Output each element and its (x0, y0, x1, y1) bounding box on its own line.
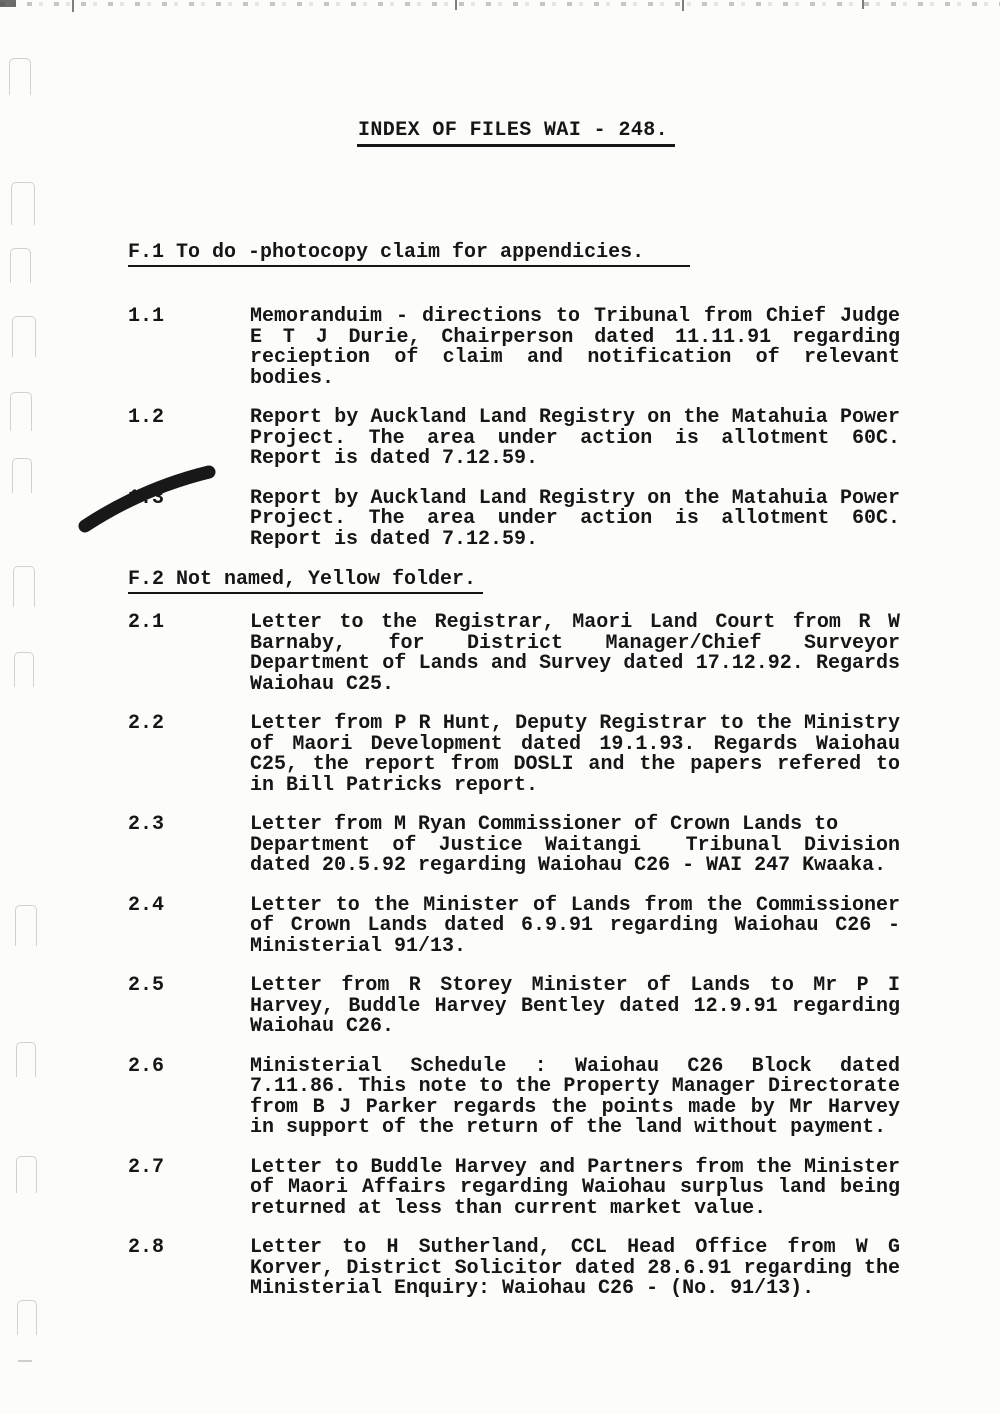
item-description (250, 893, 900, 958)
index-item (128, 815, 900, 877)
text-line: Report is dated 7.12.59. (250, 527, 539, 551)
index-item (128, 486, 900, 551)
scan-blot-artifact (0, 0, 16, 7)
item-description (250, 486, 900, 551)
text-line: Report is dated 7.12.59. (250, 447, 539, 470)
binder-mark-artifact (18, 1360, 32, 1362)
scan-tick-artifact (682, 0, 684, 11)
text-line: Department of Justice Waitangi Tribunal Division (250, 833, 900, 857)
text-line: in support of the return of the land without payment. (250, 1116, 887, 1139)
item-number: 2.3 (128, 813, 165, 836)
text-line: Letter to the Minister of Lands from the Commissioner (250, 893, 900, 917)
item-number: 2.1 (128, 611, 165, 634)
item-number: 2.6 (128, 1054, 165, 1078)
item-description (250, 714, 900, 796)
section-heading-text: F.2 Not named, Yellow folder. (128, 569, 483, 594)
binder-mark-artifact (12, 316, 36, 357)
binder-mark-artifact (10, 392, 32, 431)
text-line: of Maori Affairs regarding Waiohau surplus land being (250, 1176, 900, 1199)
binder-mark-artifact (12, 458, 32, 493)
text-line: in Bill Patricks report. (250, 773, 539, 797)
item-description (250, 815, 900, 877)
scan-tick-artifact (72, 0, 74, 12)
text-line: Ministerial Schedule : Waiohau C26 Block dated (250, 1054, 900, 1078)
item-number: 2.5 (128, 974, 165, 997)
text-line: Letter from R Storey Minister of Lands to Mr P I (250, 974, 900, 997)
item-description (250, 408, 900, 470)
binder-mark-artifact (13, 566, 35, 607)
text-line: Letter to Buddle Harvey and Partners from the Minister (250, 1155, 900, 1179)
binder-mark-artifact (10, 248, 31, 283)
index-item (128, 307, 900, 389)
item-description (250, 1155, 900, 1220)
item-number: 2.2 (128, 712, 165, 735)
text-line: Project. The area under action is allotment 60C. (250, 507, 900, 530)
text-line: Barnaby, for District Manager/Chief Surveyor (250, 631, 900, 655)
text-line: Harvey, Buddle Harvey Bentley dated 12.9.91 regarding (250, 994, 900, 1018)
item-number: 2.8 (128, 1236, 165, 1259)
scan-edge-artifact (0, 2, 1000, 6)
text-line: Korver, District Solicitor dated 28.6.91 regarding the (250, 1256, 900, 1280)
item-number: 1.2 (128, 406, 165, 429)
text-line: Project. The area under action is allotment 60C. (250, 426, 900, 450)
index-item (128, 893, 900, 958)
index-item (128, 1054, 900, 1139)
text-line: of Crown Lands dated 6.9.91 regarding Waiohau C26 - (250, 914, 900, 937)
item-description (250, 1238, 900, 1300)
item-description (250, 1054, 900, 1139)
binder-mark-artifact (14, 652, 34, 687)
index-item (128, 1238, 900, 1300)
text-line: returned at less than current market value. (250, 1196, 767, 1220)
item-description (250, 976, 900, 1038)
text-line: Waiohau C25. (250, 672, 395, 696)
text-line: of Maori Development dated 19.1.93. Regards Waiohau (250, 732, 900, 756)
text-line: Department of Lands and Survey dated 17.12.92. Regards (250, 652, 900, 675)
binder-mark-artifact (16, 1042, 36, 1077)
text-line: Letter from M Ryan Commissioner of Crown Lands to (250, 813, 839, 836)
item-number: 1.1 (128, 305, 165, 328)
binder-mark-artifact (11, 182, 35, 225)
binder-mark-artifact (16, 1156, 37, 1193)
index-item (128, 976, 900, 1038)
section-heading-text: F.1 To do -photocopy claim for appendicies. (128, 242, 690, 267)
text-line: Letter from P R Hunt, Deputy Registrar to the Ministry (250, 712, 900, 735)
text-line: Letter to H Sutherland, CCL Head Office from W G (250, 1236, 900, 1259)
section-heading (128, 242, 900, 267)
item-description (250, 307, 900, 389)
text-line: Memoranduim - directions to Tribunal from Chief Judge (250, 305, 900, 328)
index-item (128, 1155, 900, 1220)
item-number: 2.4 (128, 893, 165, 917)
item-number: 2.7 (128, 1155, 165, 1179)
text-line: Report by Auckland Land Registry on the Matahuia Power (250, 486, 900, 510)
item-number: 1.3 (128, 489, 164, 510)
text-line: from B J Parker regards the points made by Mr Harvey (250, 1095, 900, 1119)
text-line: Report by Auckland Land Registry on the Matahuia Power (250, 406, 900, 429)
page-title: INDEX OF FILES WAI - 248. (357, 119, 675, 147)
binder-mark-artifact (9, 58, 31, 95)
text-line: Ministerial Enquiry: Waiohau C26 - (No. 91/13). (250, 1277, 815, 1300)
scan-tick-artifact (455, 0, 457, 10)
text-line: recieption of claim and notification of relevant (250, 346, 900, 369)
text-line: dated 20.5.92 regarding Waiohau C26 - WAI 247 Kwaaka. (250, 854, 887, 877)
index-item (128, 408, 900, 470)
text-line: bodies. (250, 366, 335, 390)
text-line: Waiohau C26. (250, 1015, 395, 1038)
binder-mark-artifact (17, 1300, 37, 1335)
index-item (128, 714, 900, 796)
section-heading (128, 569, 900, 594)
document-body (128, 242, 900, 1319)
binder-mark-artifact (15, 905, 37, 946)
text-line: 7.11.86. This note to the Property Manager Directorate (250, 1075, 900, 1098)
text-line: Letter to the Registrar, Maori Land Court from R W (250, 611, 900, 634)
item-description (250, 613, 900, 695)
scan-tick-artifact (862, 0, 864, 9)
text-line: C25, the report from DOSLI and the papers refered to (250, 753, 900, 776)
text-line: E T J Durie, Chairperson dated 11.11.91 regarding (250, 325, 900, 349)
pen-strikethrough-mark (73, 458, 225, 542)
text-line: Ministerial 91/13. (250, 934, 467, 958)
index-item (128, 613, 900, 695)
